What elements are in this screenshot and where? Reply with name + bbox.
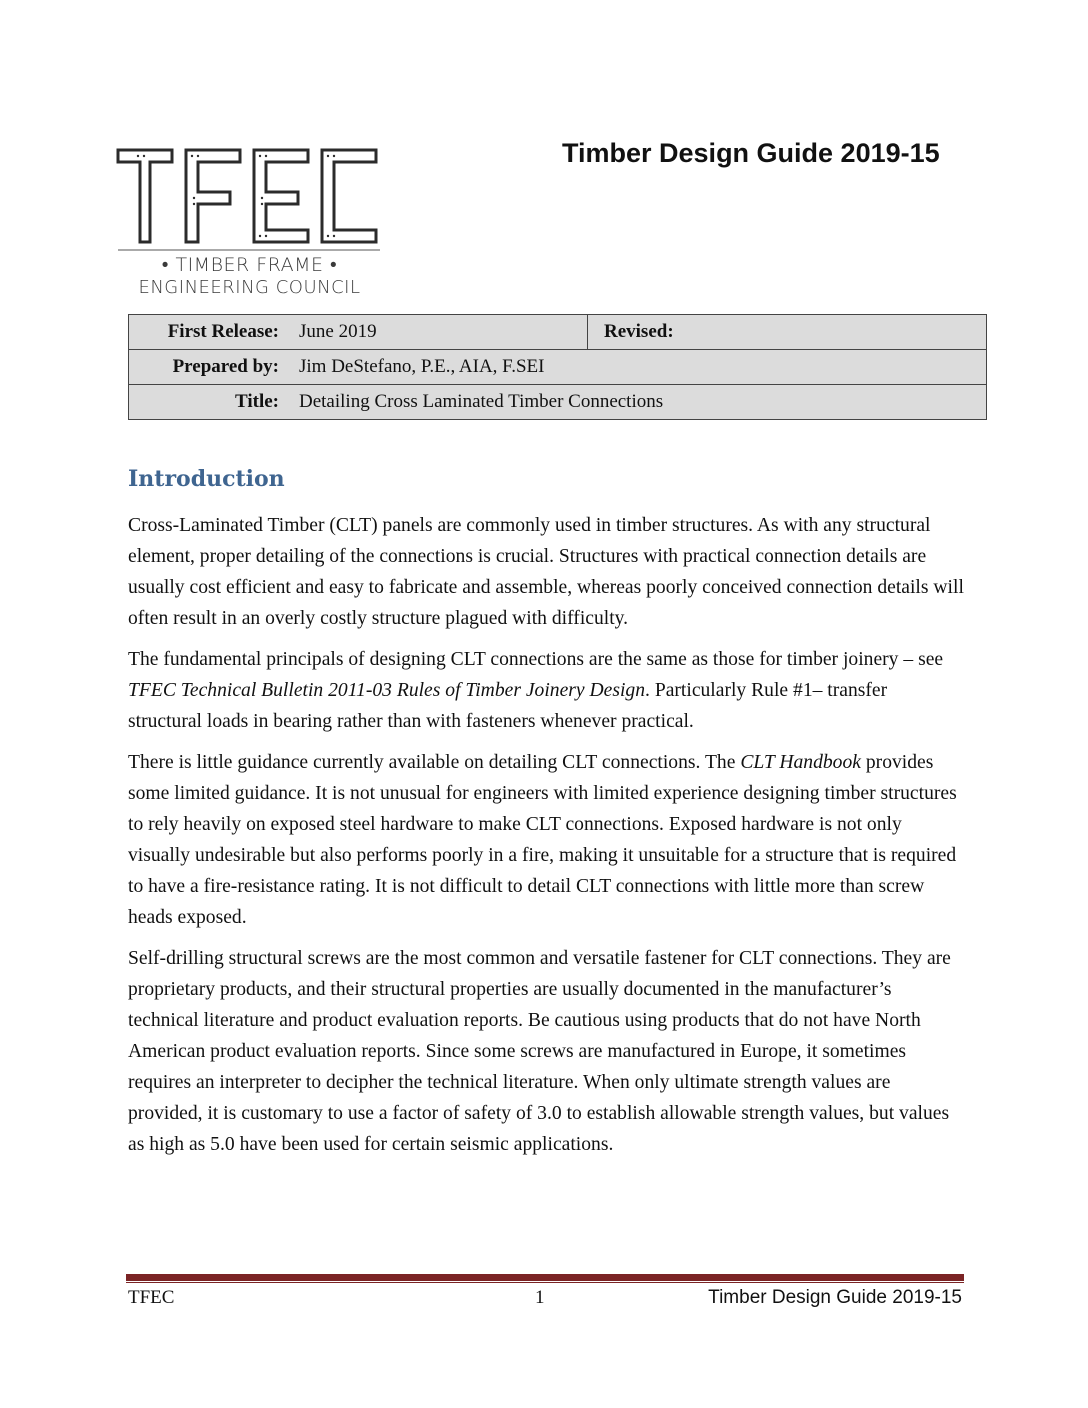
reference-title: CLT Handbook xyxy=(740,752,861,773)
reference-title: TFEC Technical Bulletin 2011-03 Rules of Timber Joinery Design xyxy=(128,680,646,701)
tfec-logo xyxy=(112,142,387,302)
paragraph xyxy=(128,644,966,737)
document-info-table xyxy=(128,314,987,420)
tfec-logo-letters-icon xyxy=(112,142,387,252)
table-row xyxy=(129,315,987,350)
logo-tagline-2: ENGINEERING COUNCIL xyxy=(138,277,361,298)
title-label: Title: xyxy=(129,385,291,420)
first-release-value: June 2019 xyxy=(290,315,588,350)
paragraph: Cross-Laminated Timber (CLT) panels are commonly used in timber structures. As with any structural element, proper detailing of the connections is crucial. Structures with practical connection details are usually cost efficient and easy to fabricate and assemble, whereas poorly conceived connection details will often result in an overly costly structure plagued with difficulty. xyxy=(128,515,964,629)
paragraph-text: The fundamental principals of designing CLT connections are the same as those for timber joinery – see xyxy=(128,649,944,670)
table-row xyxy=(129,385,987,420)
footer-organization: TFEC xyxy=(128,1287,175,1308)
prepared-by-value: Jim DeStefano, P.E., AIA, F.SEI xyxy=(290,350,987,385)
paragraph xyxy=(128,747,966,933)
paragraph-text: There is little guidance currently available on detailing CLT connections. The xyxy=(128,752,741,773)
table-row xyxy=(129,350,987,385)
logo-tagline-1: • TIMBER FRAME • xyxy=(161,254,338,276)
paragraph-text: provides some limited guidance. It is not unusual for engineers with limited experience designing timber structures to rely heavily on exposed steel hardware to make CLT connections. Exposed hardware is not only visually undesirable but also performs poorly in a fire, making it unsuitable for a structure that is required to have a fire-resistance rating. It is not difficult to detail CLT connections with little more than screw heads exposed. xyxy=(128,752,957,928)
first-release-label: First Release: xyxy=(129,315,291,350)
document-title: Timber Design Guide 2019-15 xyxy=(562,138,940,168)
body-text xyxy=(128,510,966,1170)
footer-rule xyxy=(126,1274,964,1281)
title-value: Detailing Cross Laminated Timber Connections xyxy=(290,385,987,420)
revised-label: Revised: xyxy=(588,315,987,350)
footer-rule-thin xyxy=(126,1282,964,1283)
page-number: 1 xyxy=(535,1287,545,1308)
paragraph: Self-drilling structural screws are the most common and versatile fastener for CLT connections. They are proprietary products, and their structural properties are usually documented in the manufacturer’s technical literature and product evaluation reports. Be cautious using products that do not have North American product evaluation reports. Since some screws are manufactured in Europe, it sometimes requires an interpreter to decipher the technical literature. When only ultimate strength values are provided, it is customary to use a factor of safety of 3.0 to establish allowable strength values, but values as high as 5.0 have been used for certain seismic applications. xyxy=(128,948,951,1155)
footer-document-title: Timber Design Guide 2019-15 xyxy=(708,1287,962,1308)
paragraph-text: . Particularly Rule #1– transfer structural loads in bearing rather than with fasteners whenever practical. xyxy=(128,680,888,732)
section-heading: Introduction xyxy=(128,466,285,492)
prepared-by-label: Prepared by: xyxy=(129,350,291,385)
